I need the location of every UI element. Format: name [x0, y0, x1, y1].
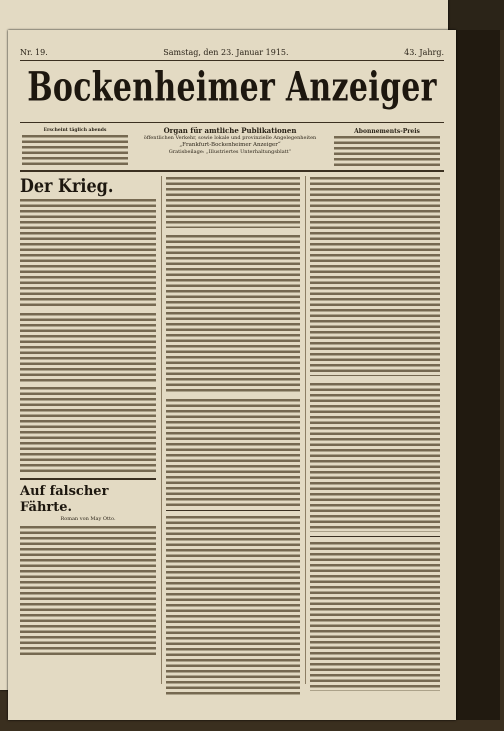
- column-3: [310, 176, 440, 691]
- col3-text-1: [310, 176, 440, 376]
- col2-rule: [166, 510, 300, 511]
- publication-note: Erscheint täglich abends: [43, 128, 107, 133]
- column-2: [166, 176, 300, 695]
- organ-line: Organ für amtliche Publikationen: [163, 126, 297, 135]
- masthead-center-box: [132, 127, 328, 156]
- krieg-heading: Der Krieg.: [20, 174, 114, 197]
- volume-number: 43. Jahrg.: [404, 48, 444, 57]
- paper-name-line: „Frankfurt-Bockenheimer Anzeiger“: [179, 142, 281, 148]
- issue-number: Nr. 19.: [20, 48, 48, 57]
- book-edge: [456, 30, 500, 720]
- col2-text-1: [166, 176, 300, 228]
- col3-text-2: [310, 382, 440, 532]
- column-divider-2: [305, 176, 306, 684]
- masthead-left-box: [22, 128, 128, 167]
- masthead-rule-mid: [20, 122, 444, 123]
- section-rule: [20, 478, 156, 480]
- masthead-right-box: [334, 128, 440, 167]
- column-1: [20, 176, 156, 657]
- krieg-text-2: [20, 312, 156, 382]
- column-divider-1: [161, 176, 162, 684]
- subscription-heading: Abonnements-Preis: [354, 128, 420, 135]
- masthead-rule-bottom: [20, 170, 444, 172]
- supplement-line: Gratisbeilage: „Illustriertes Unterhaltungsblatt“: [168, 149, 292, 155]
- col2-text-4: [166, 515, 300, 695]
- col3-text-3: [310, 541, 440, 691]
- fahrte-text: [20, 525, 156, 657]
- traffic-line: öffentlichen Verkehr, sowie lokale und provinzielle Angelegenheiten: [143, 135, 317, 141]
- newspaper-title: Bockenheimer Anzeiger: [27, 63, 437, 112]
- masthead-rule-top: [20, 60, 444, 61]
- masthead-line: [20, 48, 444, 57]
- col3-rule: [310, 536, 440, 537]
- krieg-text-3: [20, 386, 156, 474]
- col2-text-3: [166, 398, 300, 506]
- issue-date: Samstag, den 23. Januar 1915.: [163, 48, 289, 57]
- fahrte-subheading: Roman von May Otto.: [60, 516, 116, 522]
- krieg-text-1: [20, 198, 156, 308]
- masthead-left-text: [22, 134, 128, 167]
- fahrte-heading: Auf falscher Fährte.: [20, 484, 109, 515]
- col2-text-2: [166, 234, 300, 394]
- subscription-text: [334, 135, 440, 167]
